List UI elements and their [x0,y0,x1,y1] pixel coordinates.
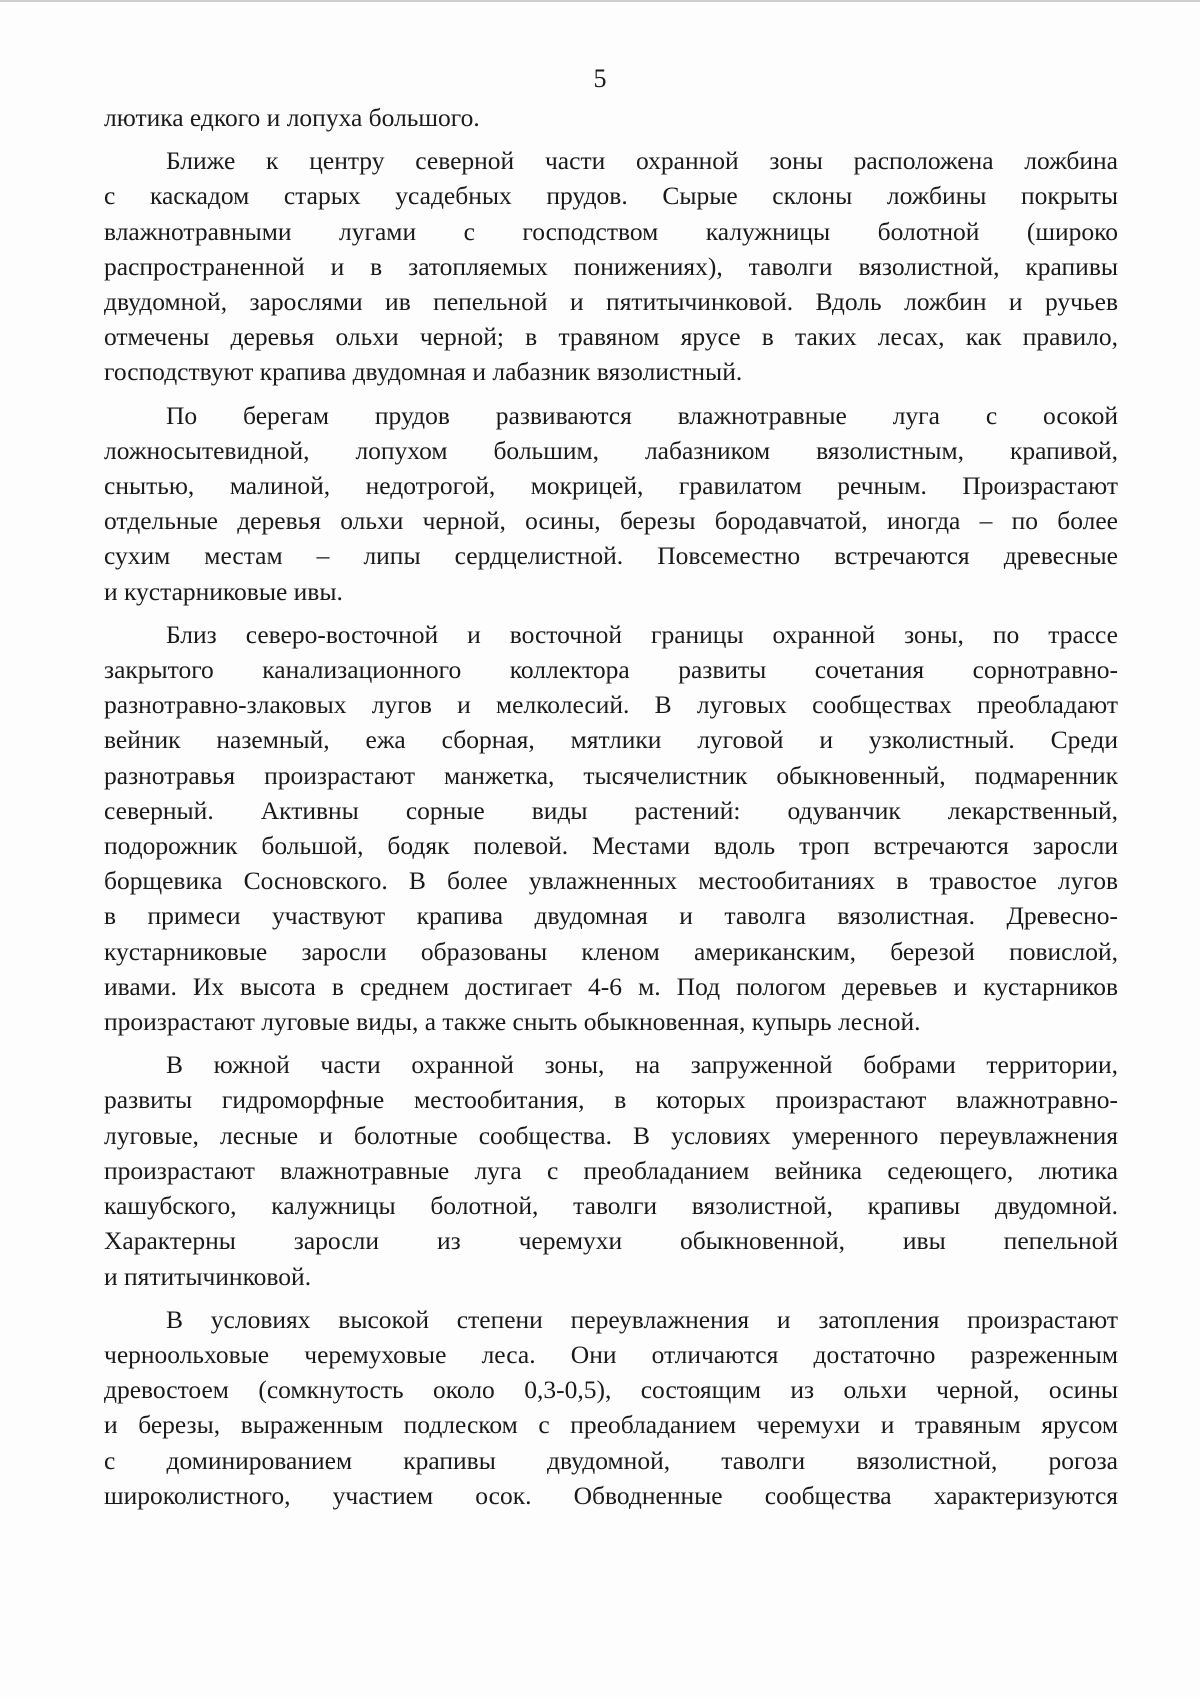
text-line: в примеси участвуют крапива двудомная и таволга вязолистная. Древесно- [104,901,1118,931]
text-line: вейник наземный, ежа сборная, мятлики луговой и узколистный. Среди [104,725,1118,755]
text-line: В условиях высокой степени переувлажнения и затопления произрастают [166,1304,1118,1334]
paragraph [104,1047,1118,1293]
text-line: ивами. Их высота в среднем достигает 4-6 м. Под пологом деревьев и кустарников [104,971,1118,1001]
paragraph-gap [104,135,1118,143]
text-line: подорожник большой, бодяк полевой. Местами вдоль троп встречаются заросли [104,831,1118,861]
paragraph [104,143,1118,389]
paragraph [104,617,1118,1039]
text-line: Близ северо-восточной и восточной границы охранной зоны, по трассе [166,619,1118,649]
text-line: произрастают луговые виды, а также сныть обыкновенная, купырь лесной. [104,1007,921,1037]
text-line: широколистного, участием осок. Обводненные сообщества характеризуются [104,1480,1118,1510]
text-line: луговые, лесные и болотные сообщества. В условиях умеренного переувлажнения [104,1120,1118,1150]
text-line: и пятитычинковой. [104,1261,312,1291]
text-line: произрастают влажнотравные луга с преобладанием вейника седеющего, лютика [104,1155,1118,1185]
paragraph-gap [104,1039,1118,1047]
text-line: черноольховые черемуховые леса. Они отличаются достаточно разреженным [104,1339,1118,1369]
text-line: господствуют крапива двудомная и лабазник вязолистный. [104,357,743,387]
text-line: В южной части охранной зоны, на запруженной бобрами территории, [166,1050,1118,1080]
text-line: влажнотравными лугами с господством калужницы болотной (широко [104,216,1118,246]
text-line: распространенной и в затопляемых понижениях), таволги вязолистной, крапивы [104,251,1118,281]
text-line: Ближе к центру северной части охранной зоны расположена ложбина [166,146,1118,176]
text-line: разнотравно-злаковых лугов и мелколесий. В луговых сообществах преобладают [104,690,1118,720]
text-line: Характерны заросли из черемухи обыкновенной, ивы пепельной [104,1226,1118,1256]
text-line: развиты гидроморфные местообитания, в которых произрастают влажнотравно- [104,1085,1118,1115]
text-line: ложносытевидной, лопухом большим, лабазником вязолистным, крапивой, [104,435,1118,465]
text-line: и березы, выраженным подлеском с преобладанием черемухи и травяным ярусом [104,1410,1118,1440]
text-line: борщевика Сосновского. В более увлажненных местообитаниях в травостое лугов [104,866,1118,896]
text-line: снытью, малиной, недотрогой, мокрицей, гравилатом речным. Произрастают [104,471,1118,501]
text-line: По берегам прудов развиваются влажнотравные луга с осокой [166,400,1118,430]
text-line: разнотравья произрастают манжетка, тысячелистник обыкновенный, подмаренник [104,760,1118,790]
text-line: закрытого канализационного коллектора развиты сочетания сорнотравно- [104,655,1118,685]
text-line: с доминированием крапивы двудомной, таволги вязолистной, рогоза [104,1445,1118,1475]
paragraph [104,1302,1118,1513]
text-line: кустарниковые заросли образованы кленом американским, березой повислой, [104,936,1118,966]
text-line: сухим местам – липы сердцелистной. Повсеместно встречаются древесные [104,541,1118,571]
paragraph-gap [104,1294,1118,1302]
body-text [104,100,1118,1513]
text-line: северный. Активны сорные виды растений: одуванчик лекарственный, [104,795,1118,825]
paragraph [104,100,1118,135]
text-line: с каскадом старых усадебных прудов. Сырые склоны ложбины покрыты [104,181,1118,211]
text-line: отдельные деревья ольхи черной, осины, березы бородавчатой, иногда – по более [104,506,1118,536]
text-line: кашубского, калужницы болотной, таволги вязолистной, крапивы двудомной. [104,1191,1118,1221]
paragraph [104,398,1118,609]
text-line: древостоем (сомкнутость около 0,3-0,5), состоящим из ольхи черной, осины [104,1375,1118,1405]
text-line: отмечены деревья ольхи черной; в травяном ярусе в таких лесах, как правило, [104,322,1118,352]
text-line: двудомной, зарослями ив пепельной и пятитычинковой. Вдоль ложбин и ручьев [104,287,1118,317]
scan-edge [0,0,1200,2]
page-number: 5 [593,64,607,93]
text-line: лютика едкого и лопуха большого. [104,103,480,132]
paragraph-gap [104,609,1118,617]
text-line: и кустарниковые ивы. [104,576,343,606]
paragraph-gap [104,390,1118,398]
